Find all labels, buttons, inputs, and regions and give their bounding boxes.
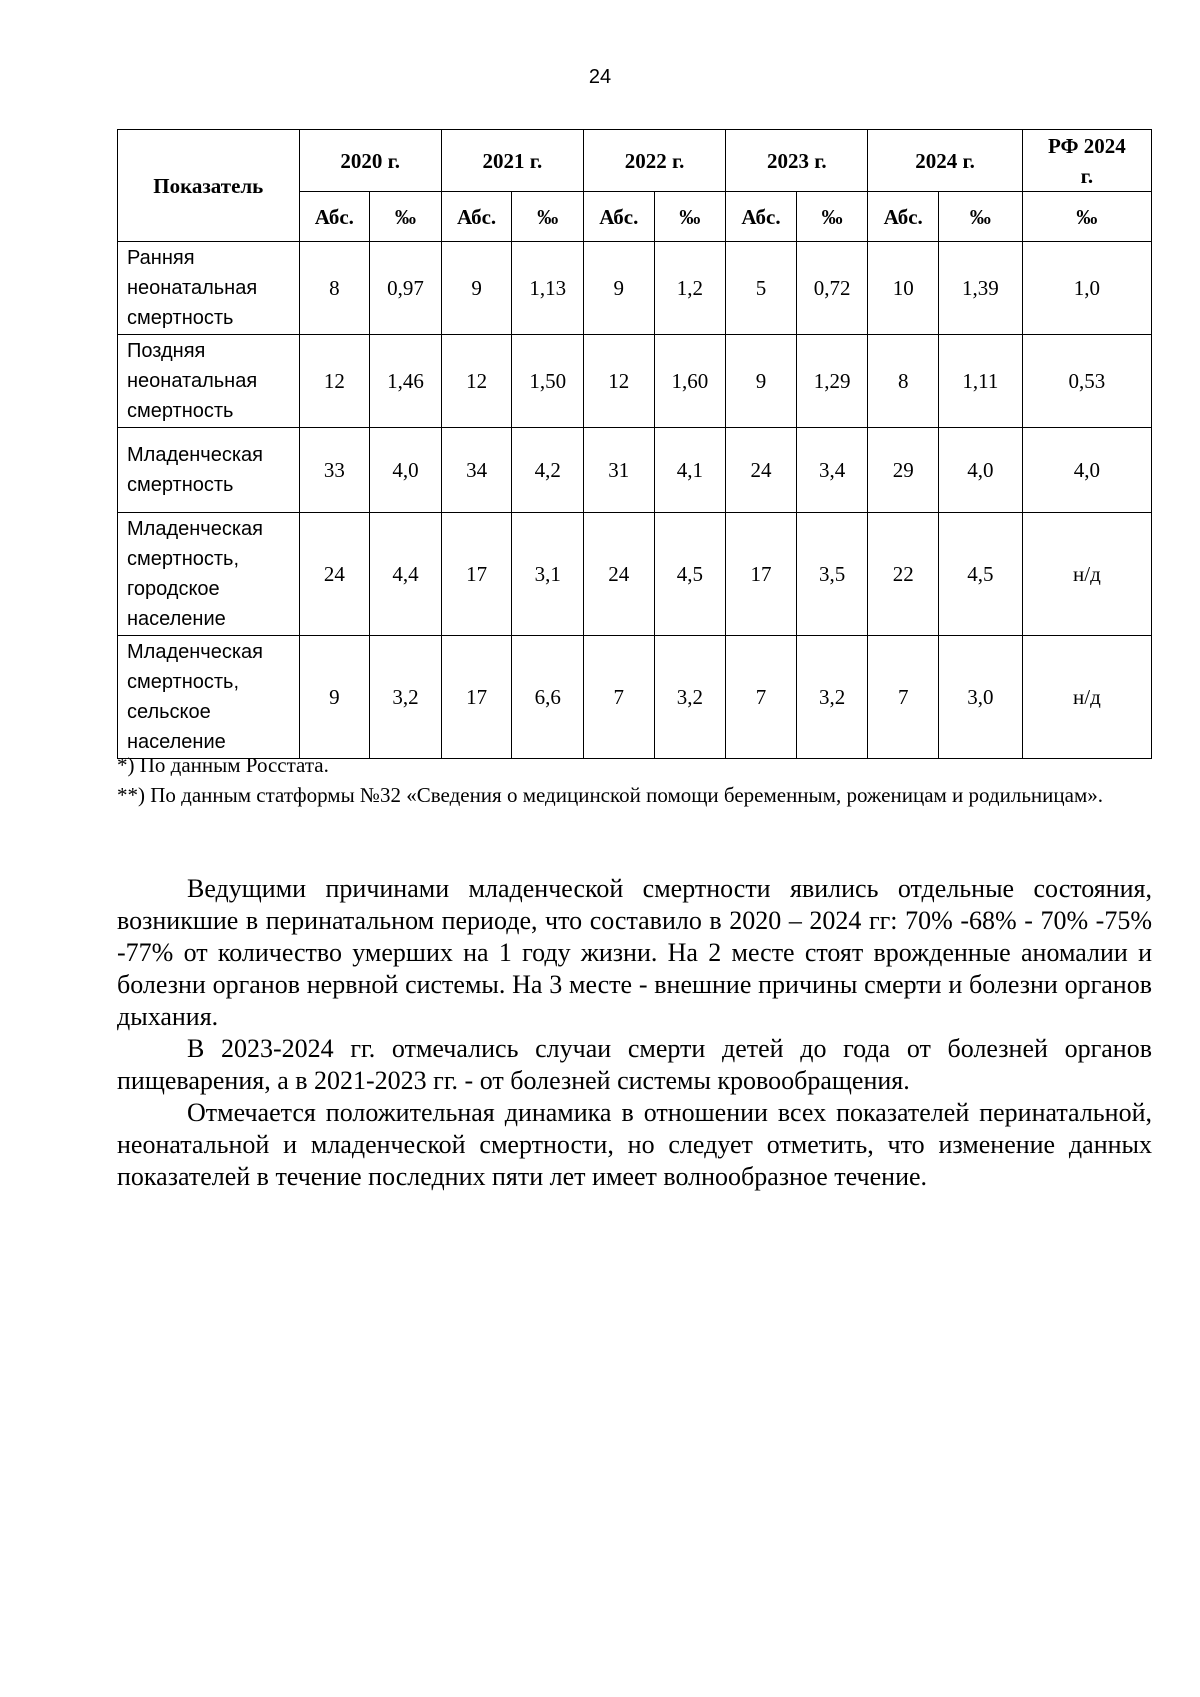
header-permille: ‰ (939, 192, 1023, 242)
table-cell: 12 (584, 335, 655, 428)
row-label (118, 513, 300, 636)
table-cell: 6,6 (512, 636, 584, 759)
paragraph: В 2023-2024 гг. отмечались случаи смерти детей до года от болезней органов пищеварения, а в 2021-2023 гг. - от болезней системы кровообращения. (117, 1034, 1152, 1095)
table-cell: 0,53 (1022, 335, 1151, 428)
table-cell: 1,60 (654, 335, 726, 428)
table-cell: 34 (441, 428, 512, 513)
header-abs: Абс. (584, 192, 655, 242)
row-label-line: смертность, (127, 671, 240, 693)
table-cell: 9 (584, 242, 655, 335)
header-permille: ‰ (654, 192, 726, 242)
table-cell: 1,2 (654, 242, 726, 335)
table-cell: 7 (584, 636, 655, 759)
row-label-line: сельское (127, 701, 211, 723)
table-cell: 4,1 (654, 428, 726, 513)
row-label-line: смертность (127, 307, 234, 329)
table-cell: 4,4 (370, 513, 442, 636)
row-label-line: городское (127, 578, 220, 600)
table-cell: 17 (726, 513, 797, 636)
row-label-line: Младенческая (127, 444, 263, 466)
row-label (118, 428, 300, 513)
paragraph: Отмечается положительная динамика в отношении всех показателей перинатальной, неонатальной и младенческой смертности, но следует отметить, что изменение данных показателей в течение последних пяти лет имеет волнообразное течение. (117, 1098, 1152, 1191)
table-cell: 24 (584, 513, 655, 636)
table-cell: 17 (441, 636, 512, 759)
table-cell: 0,72 (796, 242, 868, 335)
row-label-line: смертность (127, 400, 234, 422)
table-cell: 1,29 (796, 335, 868, 428)
table-cell: 17 (441, 513, 512, 636)
table-cell: 3,5 (796, 513, 868, 636)
table-row (118, 636, 1152, 759)
table-cell: 12 (441, 335, 512, 428)
table-cell: 3,0 (939, 636, 1023, 759)
row-label-line: смертность (127, 474, 234, 496)
footnotes (117, 750, 1117, 810)
header-abs: Абс. (299, 192, 370, 242)
row-label-line: смертность, (127, 548, 240, 570)
table-cell: 1,13 (512, 242, 584, 335)
table-cell: 3,4 (796, 428, 868, 513)
header-year-2024: 2024 г. (868, 130, 1022, 192)
table-cell: 33 (299, 428, 370, 513)
header-permille: ‰ (370, 192, 442, 242)
table-cell: 9 (726, 335, 797, 428)
table-cell: 4,2 (512, 428, 584, 513)
table-row (118, 335, 1152, 428)
row-label-line: Поздняя (127, 340, 206, 362)
header-rf-line2: г. (1080, 163, 1094, 188)
header-rf-2024 (1022, 130, 1151, 192)
table-cell: н/д (1022, 636, 1151, 759)
table-header-years (118, 130, 1152, 192)
table-cell: 1,11 (939, 335, 1023, 428)
row-label-line: Младенческая (127, 641, 263, 663)
table-cell: 3,2 (654, 636, 726, 759)
row-label-line: неонатальная (127, 277, 258, 299)
footnote: *) По данным Росстата. (117, 753, 329, 777)
table-cell: 3,1 (512, 513, 584, 636)
table-cell: 4,5 (654, 513, 726, 636)
body-text (117, 873, 1152, 1193)
header-permille: ‰ (796, 192, 868, 242)
table-cell: н/д (1022, 513, 1151, 636)
table-cell: 29 (868, 428, 939, 513)
table-body (118, 242, 1152, 759)
row-label-line: население (127, 731, 226, 753)
table-cell: 12 (299, 335, 370, 428)
header-year-2020: 2020 г. (299, 130, 441, 192)
header-permille: ‰ (512, 192, 584, 242)
page-number: 24 (588, 66, 612, 88)
header-year-2023: 2023 г. (726, 130, 868, 192)
header-abs: Абс. (441, 192, 512, 242)
table-cell: 8 (868, 335, 939, 428)
row-label-line: неонатальная (127, 370, 258, 392)
table-cell: 22 (868, 513, 939, 636)
table-row (118, 513, 1152, 636)
header-rf-line1: РФ 2024 (1048, 133, 1126, 158)
table-cell: 10 (868, 242, 939, 335)
table-cell: 1,46 (370, 335, 442, 428)
mortality-table (117, 129, 1152, 759)
table-cell: 8 (299, 242, 370, 335)
table-row (118, 242, 1152, 335)
header-permille: ‰ (1022, 192, 1151, 242)
table-cell: 7 (726, 636, 797, 759)
table-cell: 9 (299, 636, 370, 759)
table-row (118, 428, 1152, 513)
row-label (118, 335, 300, 428)
table-cell: 24 (726, 428, 797, 513)
header-indicator: Показатель (118, 130, 300, 242)
table-cell: 1,39 (939, 242, 1023, 335)
header-year-2021: 2021 г. (441, 130, 583, 192)
header-abs: Абс. (868, 192, 939, 242)
table-cell: 0,97 (370, 242, 442, 335)
table-cell: 3,2 (796, 636, 868, 759)
table-cell: 31 (584, 428, 655, 513)
footnote: **) По данным статформы №32 «Сведения о медицинской помощи беременным, роженицам и родильницам». (117, 783, 1103, 807)
table-cell: 4,0 (939, 428, 1023, 513)
table-cell: 3,2 (370, 636, 442, 759)
table-cell: 5 (726, 242, 797, 335)
table-cell: 4,0 (370, 428, 442, 513)
row-label-line: население (127, 608, 226, 630)
row-label (118, 242, 300, 335)
table-cell: 4,0 (1022, 428, 1151, 513)
table-cell: 24 (299, 513, 370, 636)
row-label-line: Ранняя (127, 247, 195, 269)
paragraph: Ведущими причинами младенческой смертности явились отдельные состояния, возникшие в перинатальном периоде, что составило в 2020 – 2024 гг: 70% -68% - 70% -75% -77% от количество умерших на 1 году жизни. На 2 месте стоят врожденные аномалии и болезни органов нервной системы. На 3 месте - внешние причины смерти и болезни органов дыхания. (117, 874, 1152, 1031)
table-cell: 1,0 (1022, 242, 1151, 335)
table-cell: 9 (441, 242, 512, 335)
table-cell: 4,5 (939, 513, 1023, 636)
row-label (118, 636, 300, 759)
table-cell: 1,50 (512, 335, 584, 428)
header-year-2022: 2022 г. (584, 130, 726, 192)
header-abs: Абс. (726, 192, 797, 242)
table-cell: 7 (868, 636, 939, 759)
row-label-line: Младенческая (127, 518, 263, 540)
